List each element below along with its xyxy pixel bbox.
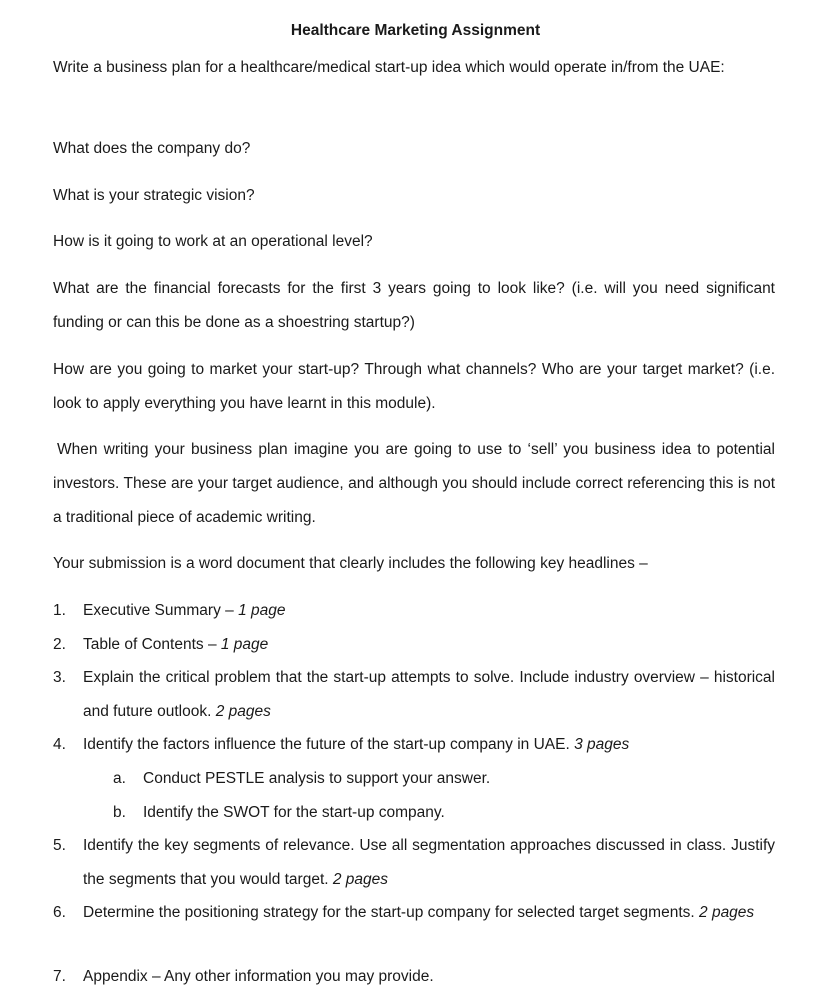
question-marketing: How are you going to market your start-up? Through what channels? Who are your target market? (i.e. look to apply everything you have learnt in this module).	[53, 361, 775, 412]
intro-paragraph: Write a business plan for a healthcare/medical start-up idea which would operate in/from the UAE:	[53, 59, 725, 76]
submission-paragraph: Your submission is a word document that clearly includes the following key headlines –	[53, 555, 648, 572]
question-financials: What are the financial forecasts for the first 3 years going to look like? (i.e. will you need significant funding or can this be done as a shoestring startup?)	[53, 280, 775, 331]
sub-list-text: Conduct PESTLE analysis to support your answer.	[143, 770, 491, 787]
page-count: 2 pages	[215, 703, 271, 720]
list-number: 1.	[53, 602, 66, 619]
page-count: 2 pages	[332, 871, 389, 888]
page-count: 3 pages	[574, 736, 630, 753]
page-count: 1 page	[220, 636, 269, 653]
list-number: 3.	[53, 669, 66, 686]
list-text: Executive Summary – 1 page	[83, 602, 286, 619]
sub-list-text: Identify the SWOT for the start-up company.	[143, 804, 445, 821]
pitch-paragraph: When writing your business plan imagine you are going to use to ‘sell’ you business idea to potential investors. These are your target audience, and although you should include correct referencing this is not a traditional piece of academic writing.	[53, 441, 775, 526]
sub-list-letter: a.	[113, 770, 126, 787]
list-number: 2.	[53, 636, 66, 653]
question-vision: What is your strategic vision?	[53, 187, 255, 204]
page-count: 1 page	[238, 602, 286, 619]
list-text: Explain the critical problem that the start-up attempts to solve. Include industry overview – historical and future outlook. 2 pages	[83, 669, 775, 720]
sub-list-letter: b.	[113, 804, 126, 821]
list-text: Appendix – Any other information you may provide.	[83, 968, 434, 985]
page-count: 2 pages	[699, 904, 755, 921]
list-number: 7.	[53, 968, 66, 985]
question-company: What does the company do?	[53, 140, 251, 157]
question-operations: How is it going to work at an operational level?	[53, 233, 373, 250]
list-number: 5.	[53, 837, 66, 854]
list-text: Table of Contents – 1 page	[83, 636, 269, 653]
document-title: Healthcare Marketing Assignment	[290, 22, 541, 39]
list-text: Determine the positioning strategy for the start-up company for selected target segments. 2 pages	[83, 904, 755, 921]
list-text: Identify the key segments of relevance. Use all segmentation approaches discussed in class. Justify the segments that you would target. 2 pages	[83, 837, 775, 888]
list-number: 6.	[53, 904, 66, 921]
list-text: Identify the factors influence the future of the start-up company in UAE. 3 pages	[83, 736, 630, 753]
list-number: 4.	[53, 736, 66, 753]
